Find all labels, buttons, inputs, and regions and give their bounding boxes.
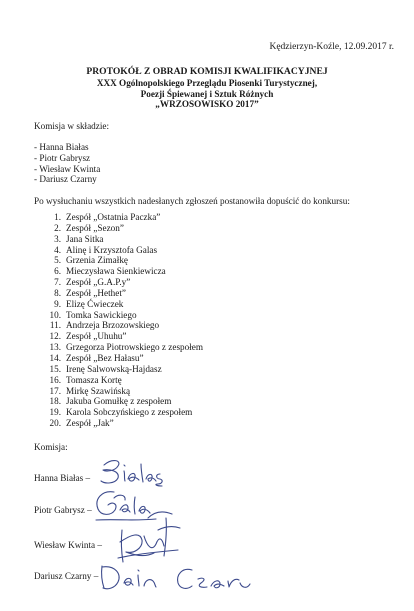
entry-text: Elizę Ćwieczek bbox=[66, 298, 124, 309]
entry-number: 10. bbox=[49, 309, 61, 320]
entry-item bbox=[34, 277, 203, 288]
entry-number: 13. bbox=[49, 342, 61, 353]
entry-number: 5. bbox=[54, 255, 61, 266]
entry-item bbox=[34, 234, 203, 245]
entry-text: Grzegorza Piotrowskiego z zespołem bbox=[66, 342, 204, 353]
entry-number: 15. bbox=[49, 363, 61, 374]
document-title bbox=[0, 67, 414, 110]
entry-item bbox=[34, 310, 203, 321]
signer-name: Dariusz Czarny – bbox=[34, 571, 99, 581]
signer-name: Piotr Gabrysz – bbox=[34, 505, 92, 515]
entry-number: 1. bbox=[54, 212, 61, 222]
entry-number: 8. bbox=[54, 287, 61, 298]
members-list bbox=[34, 142, 100, 185]
entry-text: Zespół „G.A.P.y” bbox=[66, 277, 131, 288]
entry-number: 2. bbox=[54, 222, 61, 233]
signature-dariusz-czarny bbox=[94, 561, 254, 593]
member-item: - Hanna Białas bbox=[34, 142, 89, 152]
entry-item bbox=[34, 212, 203, 223]
entry-number: 6. bbox=[54, 266, 61, 277]
entry-item bbox=[34, 331, 203, 342]
committee-label: Komisja w składzie: bbox=[34, 121, 110, 131]
entry-item bbox=[34, 288, 203, 299]
entry-text: Grzenia Zimałkę bbox=[66, 255, 128, 266]
member-item: - Dariusz Czarny bbox=[34, 174, 97, 185]
entry-number: 17. bbox=[49, 385, 61, 396]
entry-item bbox=[34, 223, 203, 234]
entry-text: Jana Sitka bbox=[66, 233, 104, 244]
entry-text: Zespół „Sezon” bbox=[66, 222, 124, 233]
signer-name: Wiesław Kwinta – bbox=[34, 540, 103, 550]
entry-item bbox=[34, 320, 203, 331]
entry-item bbox=[34, 375, 203, 386]
entry-item bbox=[34, 418, 203, 429]
entry-text: Jakuba Gomułkę z zespołem bbox=[66, 396, 172, 407]
title-line: PROTOKÓŁ Z OBRAD KOMISJI KWALIFIKACYJNEJ bbox=[86, 66, 328, 77]
intro-text: Po wysłuchaniu wszystkich nadesłanych zgłoszeń postanowiła dopuścić do konkursu: bbox=[34, 196, 350, 206]
entry-text: Zespół „Hethet” bbox=[66, 287, 126, 298]
entry-text: Zespół „Uhuhu” bbox=[66, 331, 127, 342]
entry-text: Mieczysława Sienkiewicza bbox=[66, 266, 166, 277]
entry-text: Tomka Sawickiego bbox=[66, 309, 137, 320]
title-line: Poezji Śpiewanej i Sztuk Różnych bbox=[140, 88, 274, 99]
entry-item bbox=[34, 299, 203, 310]
place-date: Kędzierzyn-Koźle, 12.09.2017 r. bbox=[269, 42, 394, 52]
entry-number: 19. bbox=[49, 407, 61, 418]
entry-text: Alinę i Krzysztofa Galas bbox=[66, 244, 158, 255]
entry-number: 9. bbox=[54, 298, 61, 309]
entry-number: 3. bbox=[54, 233, 61, 244]
entry-item bbox=[34, 407, 203, 418]
entry-item bbox=[34, 353, 203, 364]
entry-item bbox=[34, 255, 203, 266]
member-item: - Piotr Gabrysz bbox=[34, 152, 91, 163]
entry-item bbox=[34, 396, 203, 407]
entry-item bbox=[34, 266, 203, 277]
title-line: XXX Ogólnopolskiego Przeglądu Piosenki Turystycznej, bbox=[96, 77, 318, 88]
title-line: „WRZOSOWISKO 2017” bbox=[155, 99, 259, 110]
entry-text: Tomasza Kortę bbox=[66, 374, 122, 385]
signatures-label: Komisja: bbox=[34, 442, 68, 452]
entry-item bbox=[34, 342, 203, 353]
entry-text: Irenę Salwowską-Hajdasz bbox=[66, 363, 162, 374]
entry-number: 11. bbox=[49, 320, 61, 331]
entry-number: 7. bbox=[54, 277, 61, 288]
entry-item bbox=[34, 245, 203, 256]
entry-text: Zespół „Bez Hałasu” bbox=[66, 352, 144, 363]
entry-text: Zespół „Jak” bbox=[66, 418, 114, 429]
entry-item bbox=[34, 364, 203, 375]
entry-item bbox=[34, 386, 203, 397]
entry-number: 20. bbox=[49, 418, 61, 429]
entry-number: 18. bbox=[49, 396, 61, 407]
entry-number: 12. bbox=[49, 331, 61, 342]
entry-text: Mirkę Szawińską bbox=[66, 385, 131, 396]
member-item: - Wiesław Kwinta bbox=[34, 163, 101, 174]
entries-list bbox=[34, 212, 203, 429]
entry-number: 4. bbox=[54, 244, 61, 255]
signer-name: Hanna Białas – bbox=[34, 473, 91, 483]
entry-number: 16. bbox=[49, 374, 61, 385]
entry-text: Andrzeja Brzozowskiego bbox=[66, 320, 160, 331]
entry-text: Karola Sobczyńskiego z zespołem bbox=[66, 407, 193, 418]
entry-text: Zespół „Ostatnia Paczka” bbox=[66, 212, 161, 222]
entry-number: 14. bbox=[49, 352, 61, 363]
